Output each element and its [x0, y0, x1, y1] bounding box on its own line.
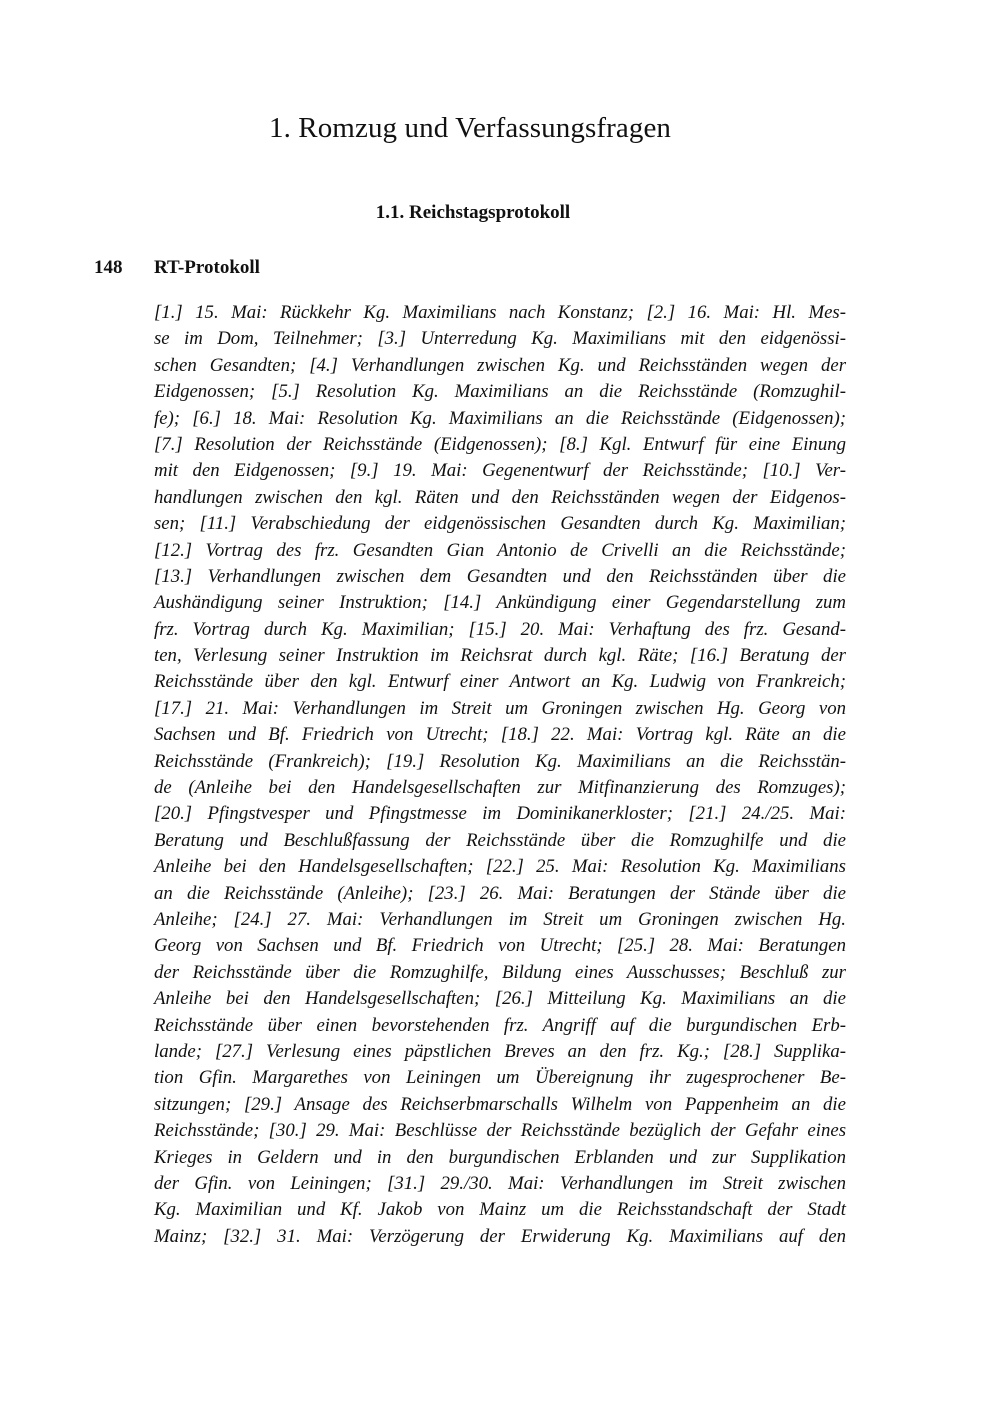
summary-line: [1.] 15. Mai: Rückkehr Kg. Maximilians nach Konstanz; [2.] 16. Mai: Hl. Mes- [154, 302, 846, 323]
summary-line: Georg von Sachsen und Bf. Friedrich von Utrecht; [25.] 28. Mai: Beratungen [154, 935, 846, 957]
summary-line: Reichsstände; [30.] 29. Mai: Beschlüsse der Reichsstände bezüglich der Gefahr eines [154, 1120, 846, 1142]
summary-line: Reichsstände über einen bevorstehenden frz. Angriff auf die burgundischen Erb- [154, 1014, 846, 1036]
entry-heading [94, 257, 260, 279]
summary-line: Mainz; [32.] 31. Mai: Verzögerung der Erwiderung Kg. Maximilians auf den [154, 1225, 846, 1247]
summary-line: Beratung und Beschlußfassung der Reichsstände über die Romzughilfe und die [154, 829, 846, 851]
summary-line: sen; [11.] Verabschiedung der eidgenössischen Gesandten durch Kg. Maximilian; [154, 513, 846, 535]
summary-line: [20.] Pfingstvesper und Pfingstmesse im Dominikanerkloster; [21.] 24./25. Mai: [154, 803, 846, 825]
summary-line: Reichsstände über den kgl. Entwurf einer Antwort an Kg. Ludwig von Frankreich; [154, 671, 846, 693]
summary-line: [13.] Verhandlungen zwischen dem Gesandten und den Reichsständen über die [154, 565, 846, 587]
summary-line: frz. Vortrag durch Kg. Maximilian; [15.] 20. Mai: Verhaftung des frz. Gesand- [154, 618, 846, 640]
summary-line: schen Gesandten; [4.] Verhandlungen zwischen Kg. und Reichsständen wegen der [154, 354, 846, 376]
summary-line: [12.] Vortrag des frz. Gesandten Gian Antonio de Crivelli an die Reichsstände; [154, 539, 846, 561]
entry-number: 148 [94, 257, 123, 278]
summary-line: fe); [6.] 18. Mai: Resolution Kg. Maximilians an die Reichsstände (Eidgenossen); [154, 407, 846, 429]
summary-line: [7.] Resolution der Reichsstände (Eidgenossen); [8.] Kgl. Entwurf für eine Einung [154, 433, 846, 455]
summary-line: an die Reichsstände (Anleihe); [23.] 26. Mai: Beratungen der Stände über die [154, 882, 846, 904]
summary-line: Eidgenossen; [5.] Resolution Kg. Maximilians an die Reichsstände (Romzughil- [154, 381, 846, 403]
summary-line: Krieges in Geldern und in den burgundischen Erblanden und zur Supplikation [154, 1146, 846, 1168]
summary-line: mit den Eidgenossen; [9.] 19. Mai: Gegenentwurf der Reichsstände; [10.] Ver- [154, 460, 846, 482]
entry-summary [154, 300, 846, 1250]
summary-line: [17.] 21. Mai: Verhandlungen im Streit um Groningen zwischen Hg. Georg von [154, 697, 846, 719]
summary-line: tion Gfin. Margarethes von Leiningen um Übereignung ihr zugesprochener Be- [154, 1067, 846, 1089]
summary-line: Aushändigung seiner Instruktion; [14.] Ankündigung einer Gegendarstellung zum [154, 592, 846, 614]
summary-line: handlungen zwischen den kgl. Räten und den Reichsständen wegen der Eidgenos- [154, 486, 846, 508]
summary-line: Sachsen und Bf. Friedrich von Utrecht; [18.] 22. Mai: Vortrag kgl. Räte an die [154, 724, 846, 746]
summary-line: Kg. Maximilian und Kf. Jakob von Mainz um die Reichsstandschaft der Stadt [154, 1199, 846, 1221]
section-title: 1.1. Reichstagsprotokoll [375, 202, 571, 223]
summary-line: ten, Verlesung seiner Instruktion im Reichsrat durch kgl. Räte; [16.] Beratung der [154, 645, 846, 667]
summary-line: sitzungen; [29.] Ansage des Reichserbmarschalls Wilhelm von Pappenheim an die [154, 1093, 846, 1115]
summary-line: der Reichsstände über die Romzughilfe, Bildung eines Ausschusses; Beschluß zur [154, 961, 846, 983]
summary-line: Reichsstände (Frankreich); [19.] Resolution Kg. Maximilians an die Reichsstän- [154, 750, 846, 772]
summary-line: lande; [27.] Verlesung eines päpstlichen Breves an den frz. Kg.; [28.] Supplika- [154, 1040, 846, 1062]
summary-line: Anleihe bei den Handelsgesellschaften; [26.] Mitteilung Kg. Maximilians an die [154, 988, 846, 1010]
summary-line: Anleihe; [24.] 27. Mai: Verhandlungen im Streit um Groningen zwischen Hg. [154, 908, 846, 930]
summary-line: de (Anleihe bei den Handelsgesellschaften zur Mitfinanzierung des Romzuges); [154, 777, 846, 799]
chapter-title: 1. Romzug und Verfassungsfragen [268, 112, 672, 144]
entry-title: RT-Protokoll [154, 257, 260, 278]
summary-line: Anleihe bei den Handelsgesellschaften; [22.] 25. Mai: Resolution Kg. Maximilians [154, 856, 846, 878]
summary-line: der Gfin. von Leiningen; [31.] 29./30. Mai: Verhandlungen im Streit zwischen [154, 1172, 846, 1194]
summary-line: se im Dom, Teilnehmer; [3.] Unterredung Kg. Maximilians mit den eidgenössi- [154, 328, 846, 350]
